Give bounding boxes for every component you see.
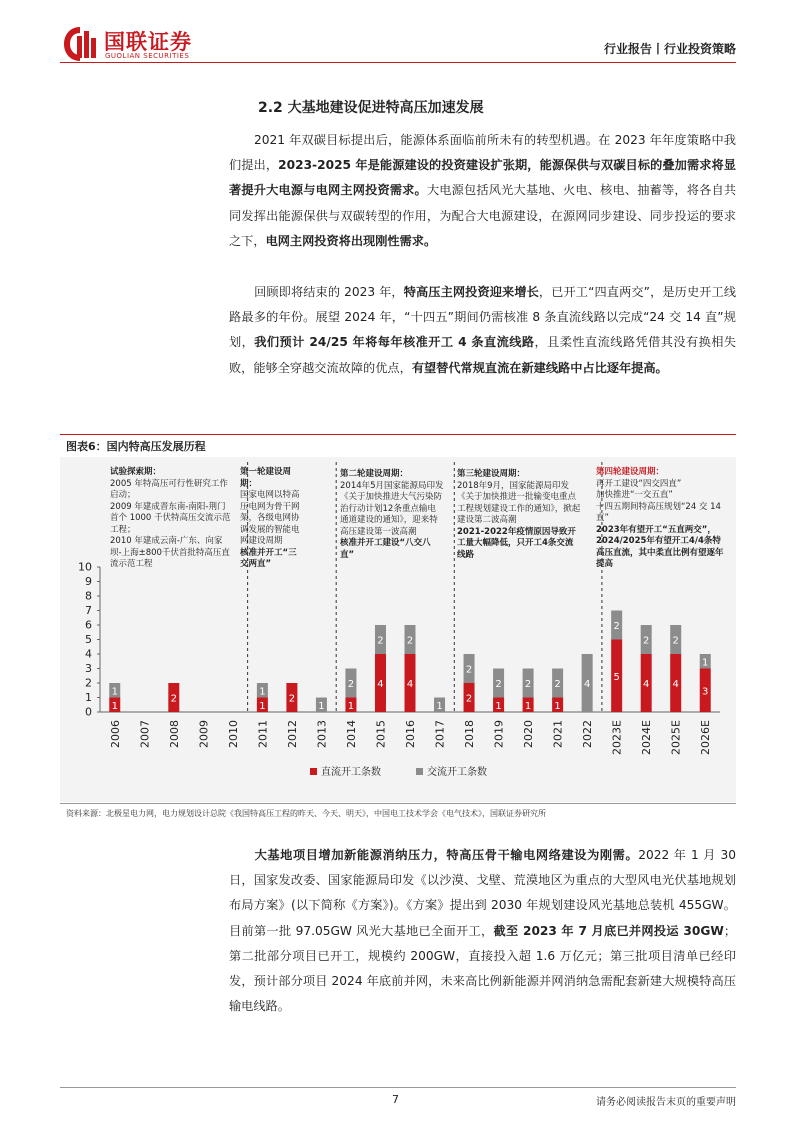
legend-label-0: 直流开工条数 [321, 767, 381, 778]
x-tick-label-2006: 2006 [108, 720, 122, 748]
dc-label-2019: 1 [495, 700, 502, 712]
dc-label-2026E: 3 [702, 686, 709, 698]
p1-run-3: 电网主网投资将出现刚性需求。 [265, 233, 437, 248]
dc-label-2016: 4 [406, 679, 414, 690]
ac-label-2011: 1 [259, 686, 266, 698]
ac-label-2014: 2 [347, 679, 355, 690]
source-divider [60, 803, 736, 804]
phase-line: 加快推进“一交五直” [596, 490, 673, 500]
x-tick-label-2016: 2016 [404, 720, 417, 748]
x-tick-label-2026E: 2026E [699, 720, 713, 755]
p2-run-2: ，已开工“四直两交”，是历史开工线路最多的年份。展望 2024 年，“十四五”期间仍需核准 8 条直流线路以完成“24 交 14 直”规划， [229, 285, 737, 350]
ac-label-2015: 2 [377, 635, 384, 647]
dc-label-2008: 2 [170, 693, 177, 705]
dc-label-2015: 4 [377, 679, 384, 690]
page-header [0, 0, 794, 70]
ac-label-2013: 1 [318, 700, 325, 712]
phase-note-5 [596, 467, 726, 571]
x-tick-label-2013: 2013 [315, 720, 329, 748]
phase-note-2 [240, 467, 300, 571]
dc-label-2024E: 4 [643, 679, 650, 690]
x-tick-label-2009: 2009 [197, 720, 211, 748]
phase-line: 国家电网以特高压电网为骨干网架，各级电网协调发展的智能电网建设周期 [240, 490, 300, 546]
phase-note-4 [457, 469, 581, 561]
dc-label-2018: 2 [465, 693, 473, 705]
footer-divider [60, 1087, 736, 1088]
phase-heading: 第四轮建设周期： [596, 467, 665, 477]
phase-heading: 第二轮建设周期： [340, 469, 409, 479]
p3-run-3: ；第二批部分项目已开工，规模约 200GW，直接投入超 1.6 万亿元；第三批项目清单已经印发，预计部分项目 2024 年底前并网，未来高比例新能源并网消纳急需配套新建大规模特高压输电线路。 [229, 923, 736, 1014]
y-tick-label: 6 [85, 618, 92, 632]
x-tick-label-2018: 2018 [463, 720, 477, 748]
phase-heading: 第三轮建设周期： [457, 469, 526, 479]
page-number: 7 [392, 1093, 399, 1106]
ac-label-2022: 4 [583, 679, 591, 690]
legend-label-1: 交流开工条数 [427, 767, 487, 778]
ac-label-2016: 2 [406, 635, 414, 647]
p2-run-0: 回顾即将结束的 2023 年， [254, 285, 404, 299]
p2-run-1: 特高压主网投资迎来增长 [403, 285, 539, 299]
x-tick-label-2024E: 2024E [640, 720, 654, 755]
phase-line: 核准并开工“三交两直” [240, 547, 297, 569]
paragraph-2 [229, 280, 736, 381]
y-tick-label: 0 [85, 705, 92, 719]
x-tick-label-2021: 2021 [551, 720, 565, 748]
x-tick-label-2012: 2012 [285, 720, 299, 748]
header-divider [60, 62, 736, 63]
p3-run-2: 截至 2023 年 7 月底已并网投运 30GW [493, 923, 724, 938]
dc-label-2014: 1 [347, 700, 355, 712]
x-tick-label-2015: 2015 [374, 720, 388, 748]
dc-label-2006: 1 [111, 700, 118, 712]
p1-run-2: 大电源包括风光大基地、火电、核电、抽蓄等，将各自共同发挥出能源保供与双碳转型的作用，为配合大电源建设，在源网同步建设、同步投运的要求之下， [229, 183, 737, 248]
ac-label-2026E: 1 [702, 657, 709, 669]
x-tick-label-2011: 2011 [256, 720, 270, 748]
y-tick-label: 8 [85, 589, 92, 603]
phase-line: 2023年有望开工“五直两交”，2024/2025年有望开工4/4条特高压直流，其中柔直比例有望逐年提高 [596, 524, 724, 569]
phase-line: 2014年5月国家能源局印发《关于加快推进大气污染防治行动计划12条重点输电通道建设的通知》，迎来特高压建设第一波高潮 [340, 480, 444, 537]
phase-line: 2010 年建成云南-广东、向家坝-上海±800千伏首批特高压直流示范工程 [110, 536, 230, 569]
p3-run-0: 大基地项目增加新能源消纳压力，特高压骨干输电网络建设为刚需。 [254, 848, 639, 862]
p2-run-3: 我们预计 24/25 年将每年核准开工 4 条直流线路 [254, 335, 535, 350]
x-tick-label-2025E: 2025E [669, 720, 683, 755]
y-tick-label: 7 [85, 604, 92, 617]
section-title: 2.2 大基地建设促进特高压加速发展 [258, 100, 484, 116]
figure-source: 资料来源：北极星电力网，电力规划设计总院《我国特高压工程的昨天、今天、明天》，中国电工技术学会《电气技术》，国联证券研究所 [66, 809, 546, 818]
ac-label-2017: 1 [436, 700, 443, 712]
legend-swatch-0 [310, 768, 317, 775]
y-tick-label: 9 [85, 575, 92, 588]
ac-label-2006: 1 [111, 686, 118, 698]
dc-label-2025E: 4 [672, 679, 679, 690]
dc-label-2011: 1 [259, 700, 266, 712]
y-tick-label: 2 [85, 676, 92, 690]
phase-line: 2018年9月，国家能源局印发《关于加快推进一批输变电重点工程规划建设工作的通知》，掀起建设第二波高潮 [457, 480, 581, 525]
ac-label-2018: 2 [465, 664, 473, 676]
y-tick-label: 1 [85, 691, 92, 704]
phase-line: 2021-2022年疫情原因导致开工量大幅降低，只开工4条交流线路 [457, 526, 576, 560]
y-tick-label: 4 [85, 647, 92, 661]
logo-mark-icon [60, 24, 100, 64]
dc-label-2021: 1 [554, 700, 561, 712]
p1-run-1: 2023-2025 年是能源建设的投资建设扩张期，能源保供与双碳目标的叠加需求将显著提升大电源与电网主网投资需求。 [229, 158, 736, 198]
company-logo [60, 24, 230, 64]
x-tick-label-2023E: 2023E [610, 720, 624, 755]
phase-line: 再开工建设“四交四直” [596, 478, 682, 489]
ac-label-2023E: 2 [613, 621, 620, 632]
phase-note-3 [340, 469, 444, 561]
logo-company-cn: 国联证券 [104, 30, 192, 54]
p3-run-1: 2022 年 1 月 30 日，国家发改委、国家能源局印发《以沙漠、戈壁、荒漠地区为重点的大型风电光伏基地规划布局方案》(以下简称《方案》)。《方案》提出到 2030 年规划建设风光基地总装机 455GW。目前第一批 97.05GW 风光大基地已全面开工， [229, 848, 737, 938]
x-tick-label-2020: 2020 [522, 720, 536, 748]
y-tick-label: 3 [85, 662, 92, 675]
phase-line: 2009 年建成晋东南-南阳-荆门首个 1000 千伏特高压交流示范工程； [110, 501, 231, 535]
footer-disclaimer: 请务必阅读报告末页的重要声明 [596, 1097, 736, 1108]
paragraph-1 [229, 128, 736, 254]
x-tick-label-2007: 2007 [138, 720, 152, 748]
ac-label-2021: 2 [554, 679, 561, 690]
dc-label-2020: 1 [524, 700, 532, 712]
logo-company-en: GUOLIAN SECURITIES [105, 52, 190, 60]
report-type: 行业报告丨行业投资策略 [603, 42, 736, 56]
x-tick-label-2010: 2010 [226, 720, 240, 748]
legend-swatch-1 [416, 768, 423, 775]
ac-label-2020: 2 [524, 679, 532, 690]
ac-label-2025E: 2 [672, 635, 679, 647]
phase-line: 2005 年特高压可行性研究工作启动； [110, 478, 228, 500]
x-tick-label-2008: 2008 [167, 720, 181, 748]
y-tick-label: 5 [85, 633, 92, 646]
x-tick-label-2019: 2019 [492, 720, 506, 748]
phase-line: 核准并开工建设“八交八直” [340, 538, 431, 560]
x-tick-label-2014: 2014 [344, 720, 358, 748]
p2-run-4: ，且柔性直流线路凭借其没有换相失败，能够全穿越交流故障的优点， [229, 335, 737, 375]
ac-label-2019: 2 [495, 679, 502, 690]
y-tick-label: 10 [78, 560, 92, 574]
x-tick-label-2022: 2022 [581, 720, 595, 748]
x-tick-label-2017: 2017 [433, 720, 447, 748]
figure-area [60, 457, 736, 802]
p2-run-5: 有望替代常规直流在新建线路中占比逐年提高。 [411, 360, 668, 375]
figure-title: 图表6：国内特高压发展历程 [66, 440, 206, 453]
p1-run-0: 2021 年双碳目标提出后，能源体系面临前所未有的转型机遇。在 2023 年年度策略中我们提出， [229, 133, 736, 173]
phase-heading: 试验探索期： [110, 467, 162, 477]
phase-line: 十四五期间特高压规划“24 交 14 直” [596, 501, 721, 523]
ac-label-2024E: 2 [643, 635, 650, 647]
phase-note-1 [110, 467, 232, 571]
phase-heading: 第一轮建设周期： [240, 467, 292, 489]
dc-label-2012: 2 [288, 693, 296, 705]
dc-label-2023E: 5 [613, 671, 620, 683]
paragraph-3 [229, 843, 736, 1019]
